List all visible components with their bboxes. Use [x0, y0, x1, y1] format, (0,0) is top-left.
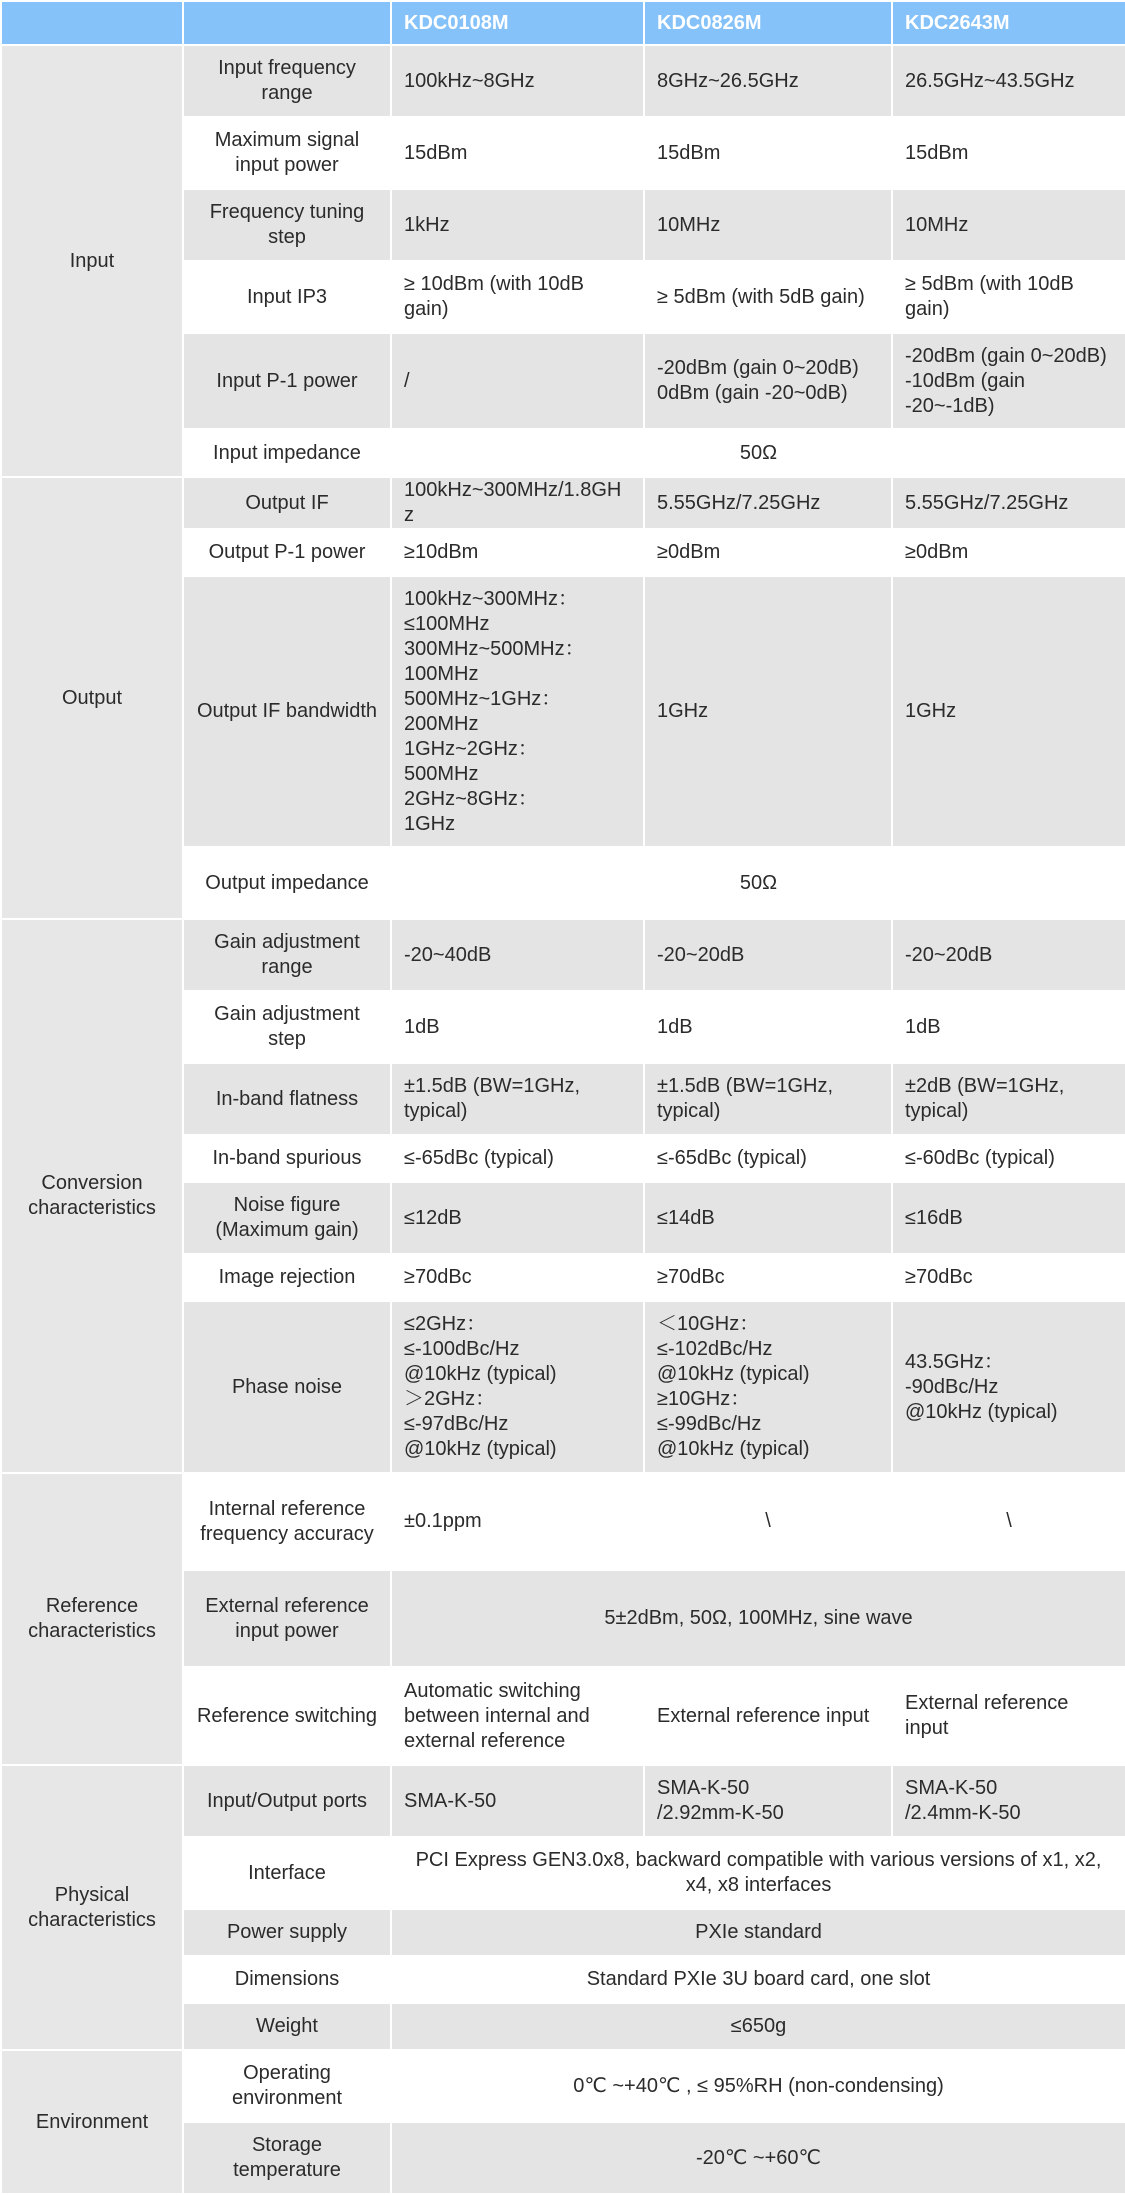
value-cell: -20dBm (gain 0~20dB) 0dBm (gain -20~0dB): [644, 333, 892, 429]
value-cell: 100kHz~300MHz： ≤100MHz 300MHz~500MHz： 100MHz 500MHz~1GHz： 200MHz 1GHz~2GHz： 500MHz 2GHz~8GHz： 1GHz: [391, 576, 644, 847]
value-cell-merged: 50Ω: [391, 847, 1125, 919]
param-label: Weight: [183, 2003, 391, 2050]
param-label: Dimensions: [183, 1956, 391, 2003]
param-label: In-band spurious: [183, 1135, 391, 1182]
value-cell-merged: Standard PXIe 3U board card, one slot: [391, 1956, 1125, 2003]
param-label: In-band flatness: [183, 1063, 391, 1135]
table-row: [1, 477, 1125, 529]
value-cell: ≥0dBm: [892, 529, 1125, 576]
value-cell: ≥70dBc: [892, 1254, 1125, 1301]
param-label: Output impedance: [183, 847, 391, 919]
value-cell: 100kHz~8GHz: [391, 45, 644, 117]
value-cell: \: [644, 1473, 892, 1570]
param-label: Input frequency range: [183, 45, 391, 117]
header-category: [1, 1, 183, 45]
value-cell-merged: ≤650g: [391, 2003, 1125, 2050]
value-cell: ±1.5dB (BW=1GHz, typical): [644, 1063, 892, 1135]
value-cell-merged: 50Ω: [391, 429, 1125, 477]
value-cell: ≥10dBm: [391, 529, 644, 576]
value-cell: ±1.5dB (BW=1GHz, typical): [391, 1063, 644, 1135]
value-cell: SMA-K-50 /2.4mm-K-50: [892, 1765, 1125, 1837]
header-model-kdc0826m: KDC0826M: [644, 1, 892, 45]
value-cell: ≤16dB: [892, 1182, 1125, 1254]
value-cell: ≥ 10dBm (with 10dB gain): [391, 261, 644, 333]
value-cell: 100kHz~300MHz/1.8GHz: [391, 477, 644, 529]
table-row: [1, 2050, 1125, 2122]
header-row: [1, 1, 1125, 45]
table-row: [1, 1765, 1125, 1837]
param-label: Operating environment: [183, 2050, 391, 2122]
value-cell: ≤14dB: [644, 1182, 892, 1254]
category-physical: Physical characteristics: [1, 1765, 183, 2050]
value-cell: 15dBm: [644, 117, 892, 189]
param-label: External reference input power: [183, 1570, 391, 1667]
value-cell: External reference input: [892, 1667, 1125, 1765]
param-label: Image rejection: [183, 1254, 391, 1301]
param-label: Phase noise: [183, 1301, 391, 1473]
value-cell: 1dB: [391, 991, 644, 1063]
param-label: Internal reference frequency accuracy: [183, 1473, 391, 1570]
header-model-kdc2643m: KDC2643M: [892, 1, 1125, 45]
value-cell: ≤12dB: [391, 1182, 644, 1254]
value-cell: 1kHz: [391, 189, 644, 261]
value-cell: ≤-60dBc (typical): [892, 1135, 1125, 1182]
value-cell: -20~40dB: [391, 919, 644, 991]
value-cell: 5.55GHz/7.25GHz: [644, 477, 892, 529]
param-label: Output P-1 power: [183, 529, 391, 576]
value-cell: 15dBm: [391, 117, 644, 189]
value-cell: ≥70dBc: [391, 1254, 644, 1301]
param-label: Interface: [183, 1837, 391, 1909]
table-row: [1, 45, 1125, 117]
param-label: Power supply: [183, 1909, 391, 1956]
value-cell: ≤-65dBc (typical): [391, 1135, 644, 1182]
value-cell: External reference input: [644, 1667, 892, 1765]
value-cell: ≥70dBc: [644, 1254, 892, 1301]
value-cell-merged: 5±2dBm, 50Ω, 100MHz, sine wave: [391, 1570, 1125, 1667]
table-row: [1, 1473, 1125, 1570]
value-cell: ≥ 5dBm (with 10dB gain): [892, 261, 1125, 333]
param-label: Input/Output ports: [183, 1765, 391, 1837]
param-label: Gain adjustment step: [183, 991, 391, 1063]
value-cell: -20~20dB: [644, 919, 892, 991]
value-cell: -20dBm (gain 0~20dB) -10dBm (gain -20~-1dB): [892, 333, 1125, 429]
param-label: Reference switching: [183, 1667, 391, 1765]
value-cell-merged: PCI Express GEN3.0x8, backward compatible with various versions of x1, x2, x4, x8 interfaces: [391, 1837, 1125, 1909]
value-cell: ≤2GHz： ≤-100dBc/Hz @10kHz (typical) ＞2GHz： ≤-97dBc/Hz @10kHz (typical): [391, 1301, 644, 1473]
value-cell: 1GHz: [892, 576, 1125, 847]
value-cell: -20~20dB: [892, 919, 1125, 991]
value-cell: 10MHz: [644, 189, 892, 261]
value-cell: ±2dB (BW=1GHz, typical): [892, 1063, 1125, 1135]
value-cell: ＜10GHz： ≤-102dBc/Hz @10kHz (typical) ≥10GHz： ≤-99dBc/Hz @10kHz (typical): [644, 1301, 892, 1473]
value-cell: /: [391, 333, 644, 429]
param-label: Input P-1 power: [183, 333, 391, 429]
category-reference: Reference characteristics: [1, 1473, 183, 1765]
value-cell: 10MHz: [892, 189, 1125, 261]
value-cell: 5.55GHz/7.25GHz: [892, 477, 1125, 529]
param-label: Gain adjustment range: [183, 919, 391, 991]
param-label: Output IF: [183, 477, 391, 529]
param-label: Noise figure (Maximum gain): [183, 1182, 391, 1254]
value-cell: SMA-K-50 /2.92mm-K-50: [644, 1765, 892, 1837]
value-cell: 1dB: [644, 991, 892, 1063]
header-parameter: [183, 1, 391, 45]
param-label: Output IF bandwidth: [183, 576, 391, 847]
param-label: Frequency tuning step: [183, 189, 391, 261]
value-cell: 8GHz~26.5GHz: [644, 45, 892, 117]
value-cell: 43.5GHz： -90dBc/Hz @10kHz (typical): [892, 1301, 1125, 1473]
value-cell: ±0.1ppm: [391, 1473, 644, 1570]
value-cell: ≥0dBm: [644, 529, 892, 576]
value-cell: \: [892, 1473, 1125, 1570]
value-cell: 26.5GHz~43.5GHz: [892, 45, 1125, 117]
value-cell: 15dBm: [892, 117, 1125, 189]
value-cell: ≥ 5dBm (with 5dB gain): [644, 261, 892, 333]
value-cell-merged: -20℃ ~+60℃: [391, 2122, 1125, 2194]
category-environment: Environment: [1, 2050, 183, 2194]
param-label: Input impedance: [183, 429, 391, 477]
value-cell: Automatic switching between internal and external reference: [391, 1667, 644, 1765]
value-cell-merged: 0℃ ~+40℃ , ≤ 95%RH (non-condensing): [391, 2050, 1125, 2122]
param-label: Storage temperature: [183, 2122, 391, 2194]
category-input: Input: [1, 45, 183, 477]
value-cell: 1GHz: [644, 576, 892, 847]
header-model-kdc0108m: KDC0108M: [391, 1, 644, 45]
value-cell: 1dB: [892, 991, 1125, 1063]
table-row: [1, 919, 1125, 991]
param-label: Maximum signal input power: [183, 117, 391, 189]
value-cell: ≤-65dBc (typical): [644, 1135, 892, 1182]
category-output: Output: [1, 477, 183, 919]
category-conversion: Conversion characteristics: [1, 919, 183, 1473]
param-label: Input IP3: [183, 261, 391, 333]
value-cell: SMA-K-50: [391, 1765, 644, 1837]
value-cell-merged: PXIe standard: [391, 1909, 1125, 1956]
